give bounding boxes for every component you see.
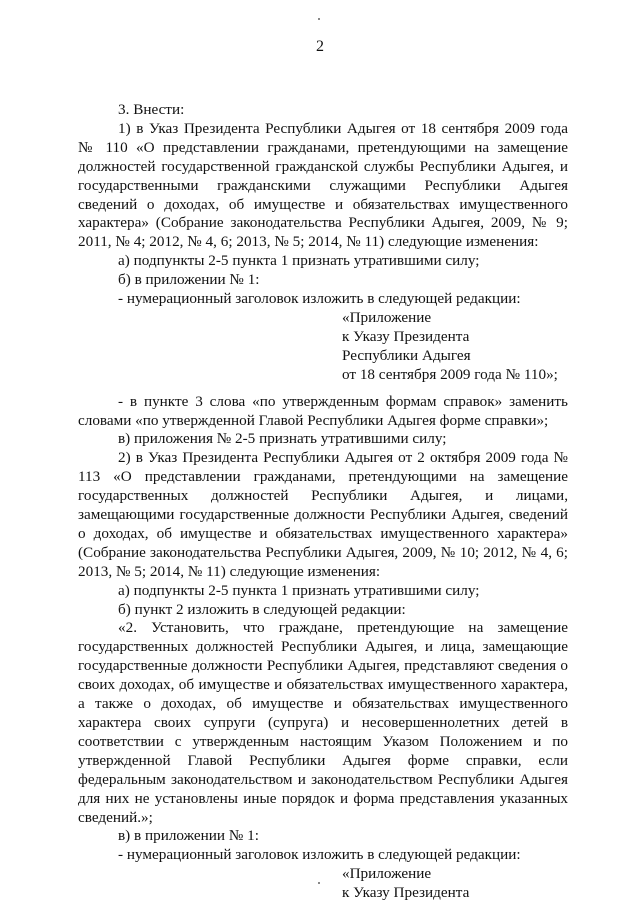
appendix-heading-line: от 18 сентября 2009 года № 110»; [342,365,558,383]
paragraph-new-point-2: «2. Установить, что граждане, претендующие на замещение государственных должностей Республики Адыгея, и лица, замещающие государственные должности Республики Адыгея, представляют сведения о своих доходах, об имуществе и обязательствах имущественного характера, а также о доходах, об имуществе и обязательствах имущественного характера своих супруги (супруга) и несовершеннолетних детей в соответствии с утвержденным настоящим Указом Положением и по утвержденной Главой Республики Адыгея форме справки, если федеральным законодательством и законодательством Республики Адыгея для них не установлены иные порядок и форма представления указанных сведений.»; [78,619,568,826]
paragraph-subitem-a: а) подпункты 2-5 пункта 1 признать утратившими силу; [118,581,480,599]
document-body [78,101,568,903]
paragraph-heading-instruction: - нумерационный заголовок изложить в следующей редакции: [118,846,521,864]
appendix-heading-line: Республики Адыгея [342,346,471,364]
appendix-heading-block [78,865,568,903]
paragraph-subitem-v: в) в приложении № 1: [118,827,259,845]
appendix-heading-line: к Указу Президента [342,884,470,902]
paragraph-point-3-replacement: - в пункте 3 слова «по утвержденным формам справок» заменить словами «по утвержденной Главой Республики Адыгея форме справки»; [78,392,568,429]
appendix-heading-block [78,309,568,385]
appendix-heading-line: «Приложение [342,865,432,883]
paragraph-heading-instruction: - нумерационный заголовок изложить в следующей редакции: [118,290,521,308]
scan-mark [318,882,320,884]
paragraph-item-intro: 3. Внести: [118,101,185,118]
paragraph-subitem-b: б) пункт 2 изложить в следующей редакции: [118,600,406,618]
appendix-heading-line: к Указу Президента [342,327,470,345]
paragraph-subitem-a: а) подпункты 2-5 пункта 1 признать утратившими силу; [118,252,480,270]
paragraph-subitem-b: б) в приложении № 1: [118,271,260,289]
page-number: 2 [316,38,324,55]
appendix-heading-line: «Приложение [342,308,432,326]
scan-mark [318,18,320,20]
paragraph-decree-110: 1) в Указ Президента Республики Адыгея от 18 сентября 2009 года № 110 «О представлении гражданами, претендующими на замещение должностей государственной гражданской службы Республики Адыгея, и государственными гражданскими служащими Республики Адыгея сведений о доходах, об имуществе и обязательствах имущественного характера» (Собрание законодательства Республики Адыгея, 2009, № 9; 2011, № 4; 2012, № 4, 6; 2013, № 5; 2014, № 11) следующие изменения: [78,119,568,251]
paragraph-subitem-v: в) приложения № 2-5 признать утратившими силу; [118,430,447,448]
paragraph-decree-113: 2) в Указ Президента Республики Адыгея от 2 октября 2009 года № 113 «О представлении гражданами, претендующими на замещение государственных должностей Республики Адыгея, и лицами, замещающими государственные должности Республики Адыгея, сведений о доходах, об имуществе и обязательствах имущественного характера» (Собрание законодательства Республики Адыгея, 2009, № 10; 2012, № 4, 6; 2013, № 5; 2014, № 11) следующие изменения: [78,449,568,580]
